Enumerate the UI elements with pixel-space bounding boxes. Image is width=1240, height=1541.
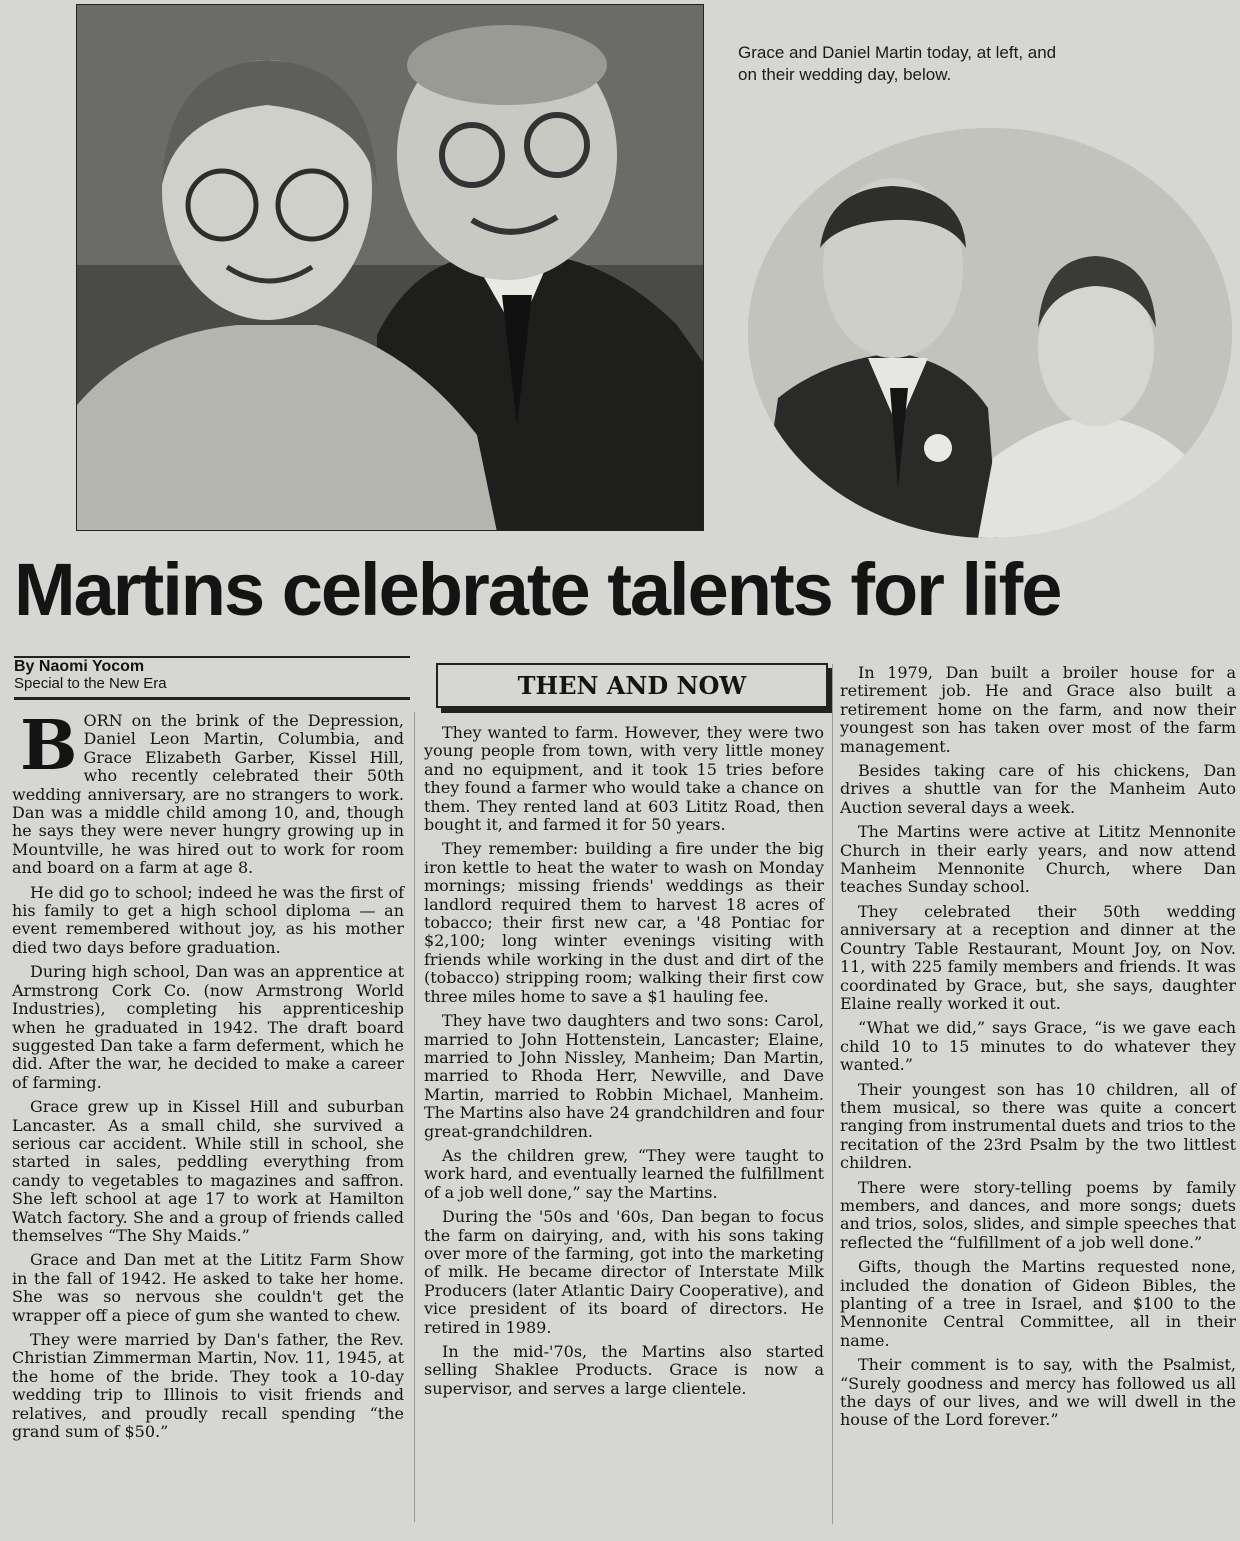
paragraph: Gifts, though the Martins requested none, included the donation of Gideon Bibles, the planting of a tree in Israel, and $100 to the Mennonite Central Committee, all in their name. <box>840 1257 1236 1350</box>
paragraph: Grace grew up in Kissel Hill and suburban Lancaster. As a small child, she survived a serious car accident. While still in school, she started in sales, peddling everything from candy to vegetables to magazines and saffron. She left school at age 17 to work at Hamilton Watch factory. She and a group of friends called themselves “The Shy Maids.” <box>12 1097 404 1245</box>
paragraph: As the children grew, “They were taught to work hard, and eventually learned the fulfillment of a job well done,” say the Martins. <box>424 1145 824 1202</box>
paragraph: They remember: building a fire under the big iron kettle to heat the water to wash on Monday mornings; missing friends' weddings as their landlord required them to harvest 18 acres of tobacco; their first new car, a '48 Pontiac for $2,100; long winter evenings visiting with friends while working in the dust and dirt of the (tobacco) stripping room; walking their first cow three miles home to save a $1 hauling fee. <box>424 839 824 1006</box>
paragraph-text: ORN on the brink of the Depression, Daniel Leon Martin, Columbia, and Grace Elizabeth Garber, Kissel Hill, who recently celebrated their 50th wedding anniversary, are no strangers to work. Dan was a middle child among 10, and, though he says they were never hungry growing up in Mountville, he was hired out to work for room and board on a farm at age 8. <box>12 711 404 878</box>
paragraph: In the mid-'70s, the Martins also started selling Shaklee Products. Grace is now a supervisor, and serves a large clientele. <box>424 1342 824 1398</box>
paragraph <box>12 706 404 878</box>
headline: Martins celebrate talents for life <box>14 548 1061 631</box>
paragraph: Grace and Dan met at the Lititz Farm Show in the fall of 1942. He asked to take her home. She was so nervous she couldn't get the wrapper off a piece of gum she wanted to chew. <box>12 1250 404 1325</box>
paragraph: Their youngest son has 10 children, all of them musical, so there was quite a concert ranging from instrumental duets and trios to the recitation of the 23rd Psalm by the two littlest children. <box>840 1079 1236 1173</box>
section-label: THEN AND NOW <box>436 663 828 708</box>
paragraph: They have two daughters and two sons: Carol, married to John Hottenstein, Lancaster; Elaine, married to John Nissley, Manheim; Dan Martin, married to Rhoda Herr, Newville, and Dave Martin, married to Robbin Michael, Manheim. The Martins also have 24 grandchildren and four great-grandchildren. <box>424 1011 824 1141</box>
couple-today-photo <box>76 4 704 531</box>
column-divider <box>832 664 833 1524</box>
paragraph: Their comment is to say, with the Psalmist, “Surely goodness and mercy has followed us all the days of our lives, and we will dwell in the house of the Lord forever.” <box>840 1355 1236 1430</box>
article-column-3 <box>840 664 1236 1436</box>
column-divider <box>414 712 415 1522</box>
paragraph: They wanted to farm. However, they were two young people from town, with very little money and no equipment, and it took 15 tries before they found a farmer who would take a chance on them. They rented land at 603 Lititz Road, then bought it, and farmed it for 50 years. <box>424 723 824 835</box>
wedding-day-photo <box>748 128 1232 538</box>
paragraph: Besides taking care of his chickens, Dan drives a shuttle van for the Manheim Auto Auction several days a week. <box>840 761 1236 817</box>
paragraph: The Martins were active at Lititz Mennonite Church in their early years, and now attend Manheim Mennonite Church, where Dan teaches Sunday school. <box>840 822 1236 897</box>
paragraph: They celebrated their 50th wedding anniversary at a reception and dinner at the Country Table Restaurant, Mount Joy, on Nov. 11, with 225 family members and friends. It was coordinated by Grace, but, she says, daughter Elaine really worked it out. <box>840 901 1236 1013</box>
article-column-1 <box>12 706 404 1447</box>
article-column-2 <box>424 724 824 1404</box>
paragraph: He did go to school; indeed he was the first of his family to get a high school diploma — an event remembered without joy, as his mother died two days before graduation. <box>12 882 404 957</box>
paragraph: They were married by Dan's father, the Rev. Christian Zimmerman Martin, Nov. 11, 1945, at the home of the bride. They took a 10-day wedding trip to Illinois to visit friends and relatives, and proudly recall spending “the grand sum of $50.” <box>12 1330 404 1442</box>
paragraph: “What we did,” says Grace, “is we gave each child 10 to 15 minutes to do whatever they wanted.” <box>840 1018 1236 1075</box>
drop-cap: B <box>20 706 78 786</box>
wedding-illustration <box>748 128 1232 538</box>
paragraph: During high school, Dan was an apprentice at Armstrong Cork Co. (now Armstrong World Industries), completing his apprenticeship when he graduated in 1942. The draft board suggested Dan take a farm deferment, which he did. After the war, he decided to make a career of farming. <box>12 962 404 1092</box>
photo-caption: Grace and Daniel Martin today, at left, and on their wedding day, below. <box>738 43 1057 84</box>
paragraph: There were story-telling poems by family members, and dances, and more songs; duets and trios, solos, slides, and simple speeches that reflected the “fulfillment of a job well done.” <box>840 1177 1236 1252</box>
paragraph: During the '50s and '60s, Dan began to focus the farm on dairying, and, with his sons taking over more of the farming, got into the marketing of milk. He became director of Interstate Milk Producers (later Atlantic Dairy Cooperative), and vice president of its board of directors. He retired in 1989. <box>424 1207 824 1337</box>
byline-rule-bottom <box>14 697 410 700</box>
byline-role: Special to the New Era <box>14 675 167 692</box>
paragraph: In 1979, Dan built a broiler house for a retirement job. He and Grace also built a retirement home on the farm, and now their youngest son has taken over most of the farm management. <box>840 663 1236 756</box>
byline-author: By Naomi Yocom <box>14 658 145 675</box>
couple-today-illustration <box>77 5 704 531</box>
